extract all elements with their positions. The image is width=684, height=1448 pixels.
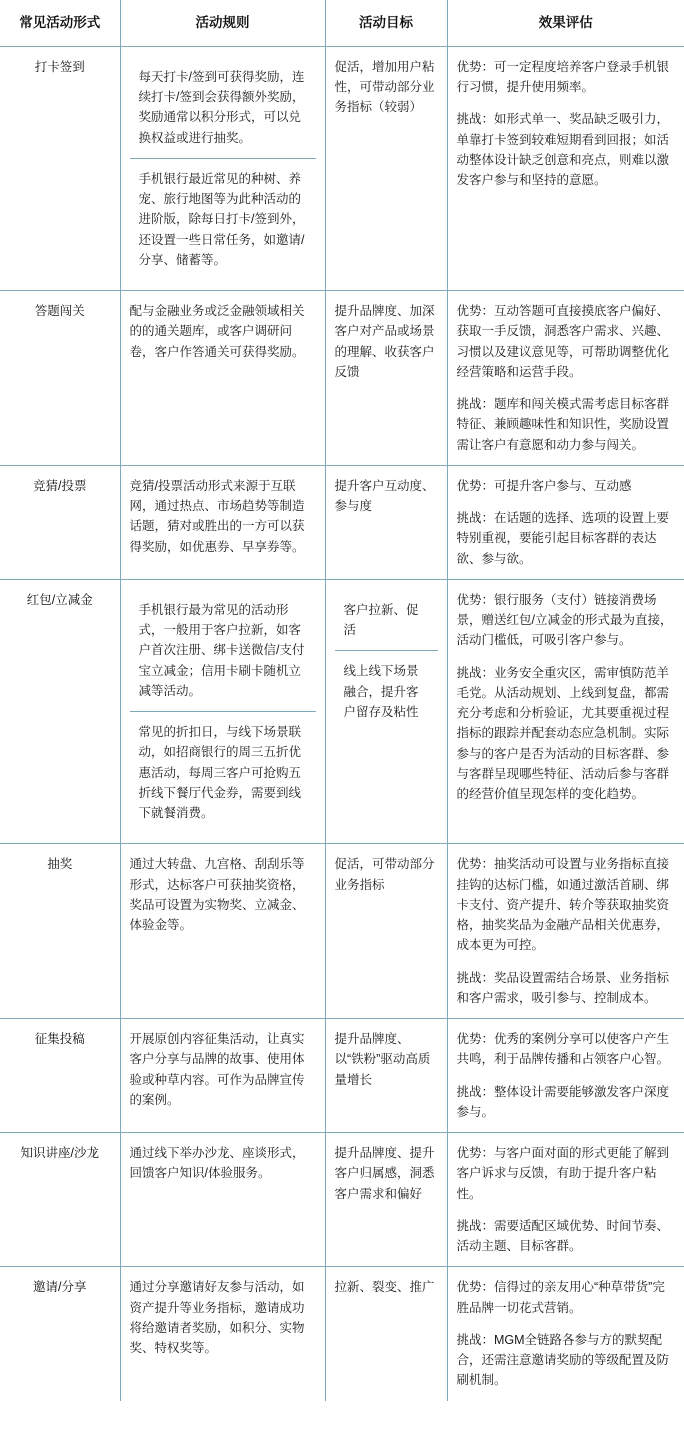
table-row xyxy=(0,1133,684,1267)
cell-rules xyxy=(120,46,325,290)
table-row xyxy=(0,1019,684,1133)
evaluation-advantage: 优势：信得过的亲友用心“种草带货”完胜品牌一切花式营销。 xyxy=(456,1280,665,1315)
cell-rules xyxy=(120,1133,325,1267)
evaluation-advantage: 优势：银行服务（支付）链接消费场景，赠送红包/立减金的形式最为直接，活动门槛低，可吸引客户参与。 xyxy=(456,592,673,648)
cell-evaluation xyxy=(447,1019,684,1133)
cell-evaluation xyxy=(447,465,684,579)
evaluation-challenge: 挑战：题库和闯关模式需考虑目标客群特征、兼顾趣味性和知识性，奖励设置需让客户有意愿和动力参与闯关。 xyxy=(456,397,670,452)
evaluation-advantage: 优势：与客户面对面的形式更能了解到客户诉求与反馈，有助于提升客户粘性。 xyxy=(456,1146,670,1201)
column-header-activity-rules: 活动规则 xyxy=(120,0,325,46)
goal-paragraph: 促活，可带动部分业务指标 xyxy=(334,857,435,892)
cell-evaluation xyxy=(447,1133,684,1267)
evaluation-challenge: 挑战：整体设计需要能够激发客户深度参与。 xyxy=(456,1084,670,1119)
cell-category: 邀请/分享 xyxy=(0,1267,120,1401)
cell-category: 知识讲座/沙龙 xyxy=(0,1133,120,1267)
table-row xyxy=(0,46,684,290)
goal-paragraph: 拉新、裂变、推广 xyxy=(334,1280,435,1295)
evaluation-advantage: 优势：抽奖活动可设置与业务指标直接挂钩的达标门槛，如通过激活首刷、绑卡支付、资产提升、转介等获取抽奖资格，抽奖奖品为金融产品相关优惠券，成本更为可控。 xyxy=(456,857,670,953)
cell-category: 红包/立减金 xyxy=(0,579,120,844)
table-row xyxy=(0,291,684,466)
table-row xyxy=(0,465,684,579)
cell-goal xyxy=(325,1267,447,1401)
evaluation-challenge: 挑战：在话题的选择、选项的设置上要特别重视，要能引起目标客群的表达欲、参与欲。 xyxy=(456,511,670,566)
evaluation-challenge: 挑战：如形式单一、奖品缺乏吸引力，单靠打卡签到较难短期看到回报；如活动整体设计缺乏创意和亮点，则难以激发客户参与和坚持的意愿。 xyxy=(456,112,670,188)
evaluation-challenge: 挑战：奖品设置需结合场景、业务指标和客户需求，吸引参与、控制成本。 xyxy=(456,970,670,1005)
rule-paragraph: 开展原创内容征集活动，让真实客户分享与品牌的故事、使用体验或种草内容。可作为品牌宣传的案例。 xyxy=(129,1032,305,1107)
evaluation-challenge: 挑战：需要适配区域优势、时间节奏、活动主题、目标客群。 xyxy=(456,1218,670,1254)
cell-goal xyxy=(325,291,447,466)
rule-paragraph: 竞猜/投票活动形式来源于互联网，通过热点、市场趋势等制造话题，猜对或胜出的一方可以获得奖励，如优惠券、早享券等。 xyxy=(129,478,305,554)
cell-rules xyxy=(120,1267,325,1401)
rule-paragraph: 手机银行最近常见的种树、养宠、旅行地图等为此种活动的进阶版，除每日打卡/签到外，还设置一些日常任务，如邀请/分享、储蓄等。 xyxy=(138,171,305,267)
evaluation-advantage: 优势：可提升客户参与、互动感 xyxy=(456,478,632,493)
rule-paragraph: 通过大转盘、九宫格、刮刮乐等形式，达标客户可获抽奖资格，奖品可设置为实物奖、立减金、体验金等。 xyxy=(129,857,305,933)
cell-goal xyxy=(325,1133,447,1267)
cell-rules xyxy=(120,1019,325,1133)
cell-evaluation xyxy=(447,844,684,1019)
evaluation-advantage: 优势：互动答题可直接摸底客户偏好、获取一手反馈，洞悉客户需求、兴趣、习惯以及建议意见等，可帮助调整优化经营策略和运营手段。 xyxy=(456,304,670,379)
rule-paragraph: 常见的折扣日，与线下场景联动，如招商银行的周三五折优惠活动，每周三客户可抢购五折线下餐厅代金券，需要到线下就餐消费。 xyxy=(138,725,302,821)
evaluation-advantage: 优势：可一定程度培养客户登录手机银行习惯，提升使用频率。 xyxy=(456,59,670,95)
cell-category: 抽奖 xyxy=(0,844,120,1019)
table-body xyxy=(0,46,684,1400)
cell-evaluation xyxy=(447,46,684,290)
goal-paragraph: 促活，增加用户粘性，可带动部分业务指标（较弱） xyxy=(334,59,435,115)
cell-goal xyxy=(325,465,447,579)
cell-rules xyxy=(120,579,325,844)
table-row xyxy=(0,579,684,844)
table-row xyxy=(0,844,684,1019)
column-header-activity-goal: 活动目标 xyxy=(325,0,447,46)
rule-paragraph: 通过线下举办沙龙、座谈形式，回馈客户知识/体验服务。 xyxy=(129,1146,305,1181)
goal-paragraph: 提升品牌度、提升客户归属感，洞悉客户需求和偏好 xyxy=(334,1146,435,1201)
cell-goal xyxy=(325,844,447,1019)
goal-paragraph: 提升品牌度、加深客户对产品或场景的理解、收获客户反馈 xyxy=(334,304,435,379)
column-header-activity-form: 常见活动形式 xyxy=(0,0,120,46)
cell-goal xyxy=(325,579,447,844)
rule-paragraph: 通过分享邀请好友参与活动，如资产提升等业务指标，邀请成功将给邀请者奖励，如积分、实物奖、特权奖等。 xyxy=(129,1280,305,1356)
cell-category: 竞猜/投票 xyxy=(0,465,120,579)
rule-paragraph: 配与金融业务或泛金融领域相关的的通关题库，或客户调研问卷，客户作答通关可获得奖励。 xyxy=(129,304,305,359)
cell-evaluation xyxy=(447,579,684,844)
column-header-effect-evaluation: 效果评估 xyxy=(447,0,684,46)
goal-paragraph: 线上线下场景融合，提升客户留存及粘性 xyxy=(343,664,419,719)
cell-rules xyxy=(120,291,325,466)
evaluation-challenge: 挑战：MGM全链路各参与方的默契配合，还需注意邀请奖励的等级配置及防刷机制。 xyxy=(456,1332,670,1388)
rule-paragraph: 手机银行最为常见的活动形式，一般用于客户拉新，如客户首次注册、绑卡送微信/支付宝立减金；信用卡刷卡随机立减等活动。 xyxy=(130,590,316,712)
goal-paragraph: 客户拉新、促活 xyxy=(335,590,438,652)
rule-paragraph: 每天打卡/签到可获得奖励，连续打卡/签到会获得额外奖励，奖励通常以积分形式，可以兑换权益或进行抽奖。 xyxy=(130,57,316,159)
goal-paragraph: 提升客户互动度、参与度 xyxy=(334,478,435,514)
cell-category: 打卡签到 xyxy=(0,46,120,290)
evaluation-advantage: 优势：优秀的案例分享可以使客户产生共鸣，利于品牌传播和占领客户心智。 xyxy=(456,1032,670,1067)
cell-goal xyxy=(325,1019,447,1133)
cell-rules xyxy=(120,844,325,1019)
cell-evaluation xyxy=(447,291,684,466)
cell-goal xyxy=(325,46,447,290)
goal-paragraph: 提升品牌度、以“铁粉”驱动高质量增长 xyxy=(334,1032,431,1087)
evaluation-challenge: 挑战：业务安全重灾区，需审慎防范羊毛党。从活动规划、上线到复盘，都需充分考虑和分析验证，尤其要重视过程指标的跟踪并配套动态应急机制。实际参与的客户是否为活动的目标客群、参与客群呈现哪些特征、活动后参与客群的经营价值呈现怎样的变化趋势。 xyxy=(456,665,670,802)
cell-category: 征集投稿 xyxy=(0,1019,120,1133)
cell-rules xyxy=(120,465,325,579)
cell-category: 答题闯关 xyxy=(0,291,120,466)
table-header xyxy=(0,0,684,46)
table-row xyxy=(0,1267,684,1401)
table-header-row xyxy=(0,0,684,46)
cell-evaluation xyxy=(447,1267,684,1401)
